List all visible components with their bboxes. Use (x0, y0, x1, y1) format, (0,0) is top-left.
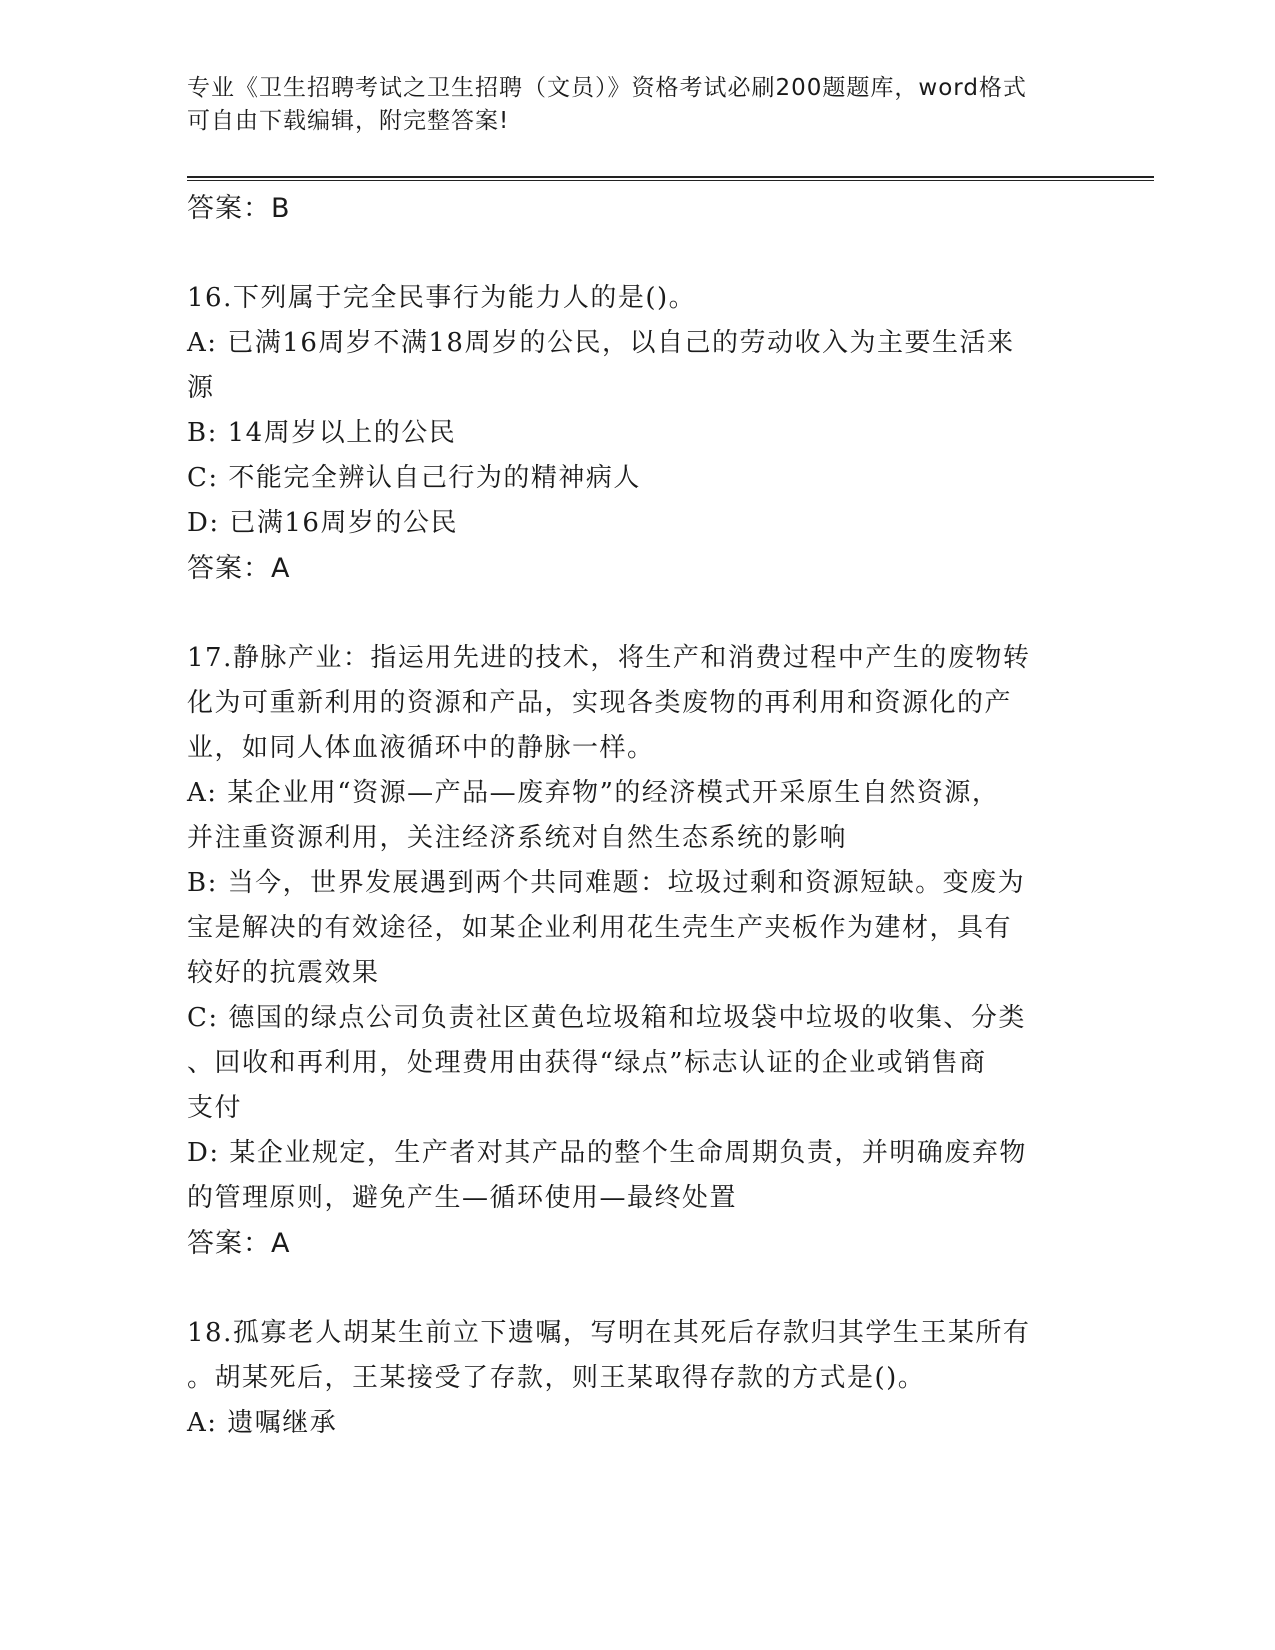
header-divider (187, 176, 1154, 181)
option-b: B: 14周岁以上的公民 (187, 418, 457, 448)
header-line-2: 可自由下载编辑，附完整答案! (187, 108, 510, 134)
question-18 (187, 1311, 1092, 1446)
document-body (187, 186, 1092, 1446)
option-a: A: 已满16周岁不满18周岁的公民，以自己的劳动收入为主要生活来 源 (187, 328, 1015, 403)
question-16 (187, 276, 1092, 591)
question-17 (187, 636, 1092, 1266)
option-b: B: 当今，世界发展遇到两个共同难题：垃圾过剩和资源短缺。变废为 宝是解决的有效途径，如某企业利用花生壳生产夹板作为建材，具有 较好的抗震效果 (187, 868, 1026, 988)
previous-answer: 答案：B (187, 193, 291, 224)
question-stem: 18.孤寡老人胡某生前立下遗嘱，写明在其死后存款归其学生王某所有 。胡某死后，王某接受了存款，则王某取得存款的方式是()。 (187, 1318, 1031, 1393)
option-a: A: 某企业用“资源—产品—废弃物”的经济模式开采原生自然资源， 并注重资源利用，关注经济系统对自然生态系统的影响 (187, 778, 1000, 853)
option-c: C: 不能完全辨认自己行为的精神病人 (187, 463, 641, 493)
option-d: D: 已满16周岁的公民 (187, 508, 458, 538)
header-line-1: 专业《卫生招聘考试之卫生招聘（文员）》资格考试必刷200题题库，word格式 (187, 75, 1027, 101)
option-c: C: 德国的绿点公司负责社区黄色垃圾箱和垃圾袋中垃圾的收集、分类 、回收和再利用，处理费用由获得“绿点”标志认证的企业或销售商 支付 (187, 1003, 1026, 1123)
question-stem: 17.静脉产业：指运用先进的技术，将生产和消费过程中产生的废物转 化为可重新利用的资源和产品，实现各类废物的再利用和资源化的产 业，如同人体血液循环中的静脉一样。 (187, 643, 1031, 763)
option-d: D: 某企业规定，生产者对其产品的整个生命周期负责，并明确废弃物 的管理原则，避免产生—循环使用—最终处置 (187, 1138, 1027, 1213)
option-a: A: 遗嘱继承 (187, 1408, 338, 1438)
answer: 答案：A (187, 1228, 291, 1259)
question-stem: 16.下列属于完全民事行为能力人的是()。 (187, 283, 697, 313)
answer: 答案：A (187, 553, 291, 584)
document-header (187, 72, 1067, 138)
